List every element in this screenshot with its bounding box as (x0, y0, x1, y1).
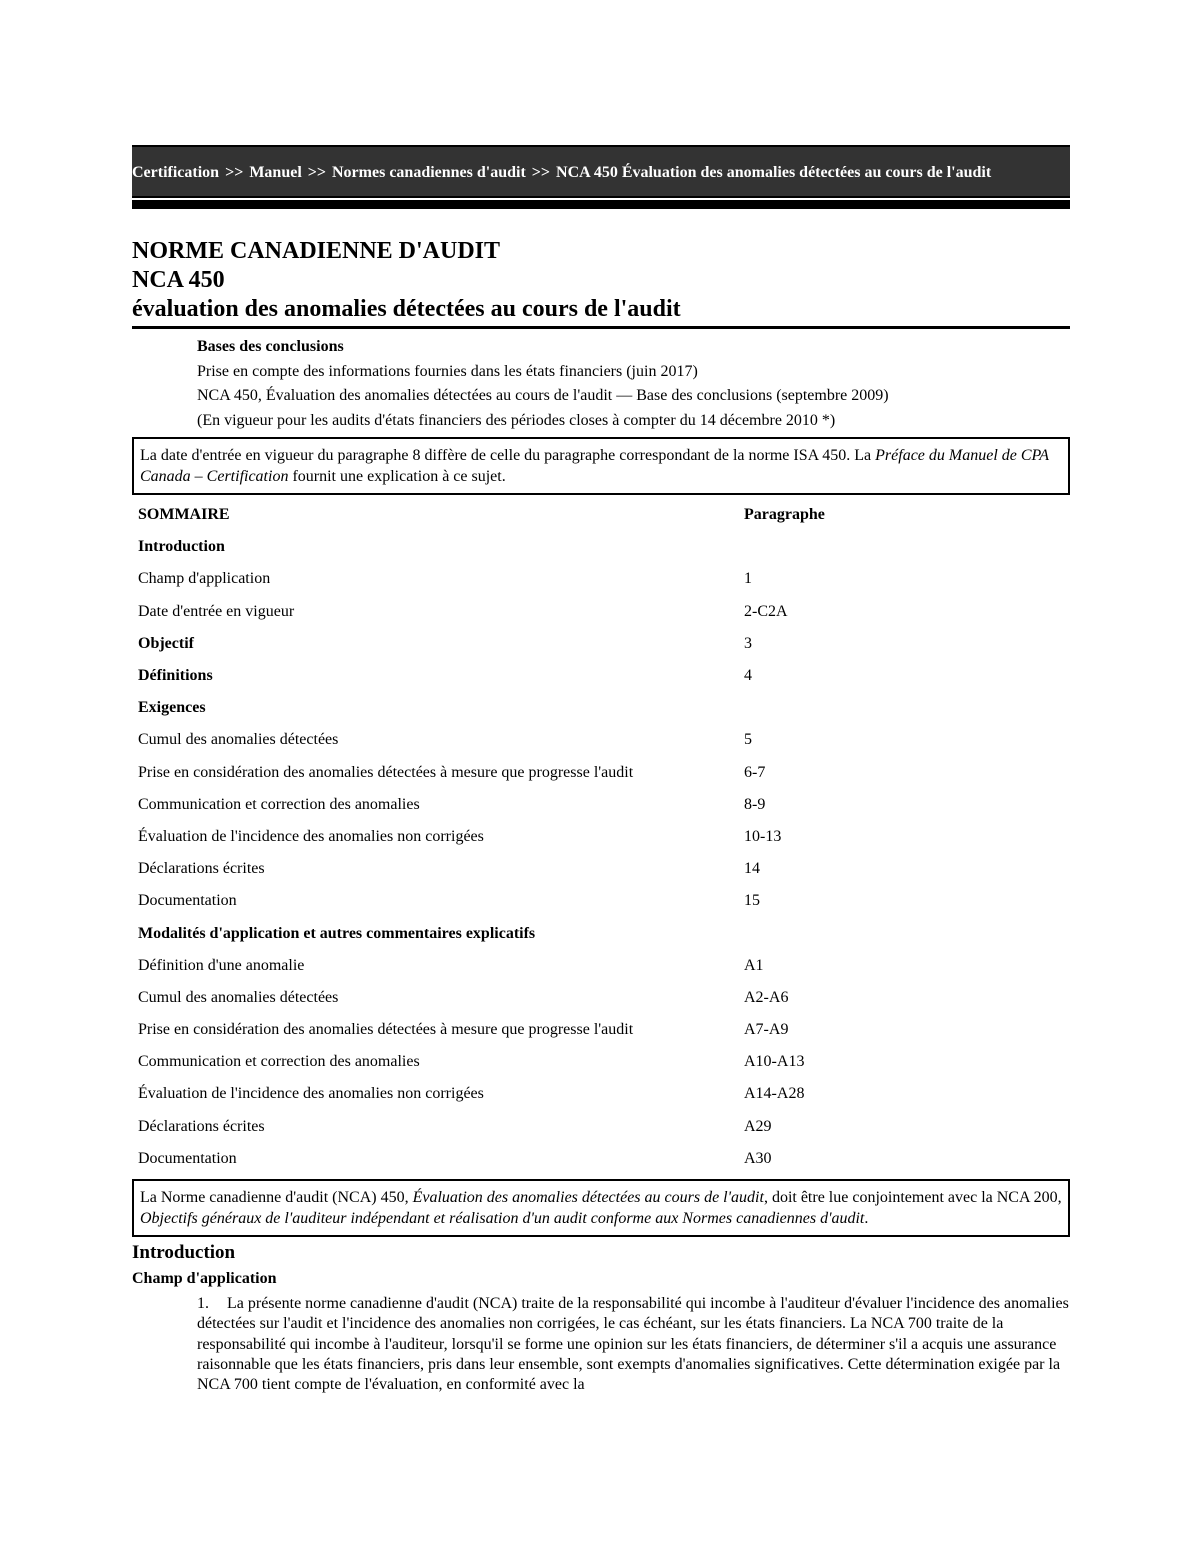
summary-paragraph-ref: A1 (744, 956, 764, 974)
table-row (132, 1046, 1070, 1078)
table-row (132, 692, 1070, 724)
breadcrumb-separator: >> (307, 164, 326, 181)
table-header-row (132, 499, 1070, 531)
breadcrumb-separator: >> (225, 164, 244, 181)
summary-paragraph-ref: A10-A13 (744, 1053, 805, 1071)
summary-label: Date d'entrée en vigueur (138, 602, 295, 620)
breadcrumb-item-current: NCA 450 Évaluation des anomalies détectées au cours de l'audit (556, 164, 992, 181)
bases-link-2[interactable]: NCA 450, Évaluation des anomalies détectées au cours de l'audit — Base des conclusions (septembre 2009) (197, 387, 889, 404)
breadcrumb-item-certification[interactable]: Certification (132, 164, 220, 181)
table-row (132, 982, 1070, 1014)
table-row (132, 821, 1070, 853)
summary-paragraph-ref: 14 (744, 860, 760, 878)
summary-paragraph-ref: A2-A6 (744, 988, 789, 1006)
paragraph-1 (132, 1294, 1070, 1395)
summary-label: Cumul des anomalies détectées (138, 731, 339, 749)
table-row (132, 757, 1070, 789)
note-text: fournit une explication à ce sujet. (288, 468, 506, 485)
summary-paragraph-ref: A30 (744, 1149, 772, 1167)
header-paragraphe: Paragraphe (744, 506, 825, 524)
table-row (132, 596, 1070, 628)
note-text: , doit être lue conjointement avec la NCA 200, (763, 1188, 1062, 1206)
summary-label: Prise en considération des anomalies détectées à mesure que progresse l'audit (138, 763, 634, 781)
header-sommaire: SOMMAIRE (138, 506, 230, 524)
summary-label: Déclarations écrites (138, 1117, 265, 1135)
breadcrumb-rule (132, 200, 1070, 209)
note-italic-ref: Préface du Manuel de CPA Canada – Certification (140, 447, 1049, 485)
summary-paragraph-ref: 6-7 (744, 763, 766, 781)
summary-label: Champ d'application (138, 570, 271, 588)
table-row (132, 724, 1070, 756)
summary-label: Exigences (138, 699, 206, 717)
summary-label: Définitions (138, 667, 213, 685)
table-row (132, 563, 1070, 595)
paragraph-number: 1. (197, 1294, 209, 1312)
summary-label: Communication et correction des anomalies (138, 1053, 420, 1071)
title-line-2: NCA 450 (132, 267, 225, 293)
summary-label: Cumul des anomalies détectées (138, 988, 339, 1006)
table-row (132, 789, 1070, 821)
summary-table (132, 499, 1070, 1175)
breadcrumb-item-normes[interactable]: Normes canadiennes d'audit (332, 164, 526, 181)
subsection-champ: Champ d'application (132, 1269, 277, 1287)
table-row (132, 885, 1070, 917)
summary-paragraph-ref (738, 692, 1070, 724)
summary-label: Modalités d'application et autres commentaires explicatifs (138, 924, 536, 942)
summary-label: Documentation (138, 892, 237, 910)
note-text: . (864, 1209, 869, 1227)
section-introduction: Introduction (132, 1241, 236, 1263)
breadcrumb (132, 145, 1070, 198)
summary-paragraph-ref: 1 (744, 570, 752, 588)
summary-label: Déclarations écrites (138, 860, 265, 878)
summary-label: Communication et correction des anomalies (138, 795, 420, 813)
bases-title: Bases des conclusions (197, 338, 344, 355)
note-text: La date d'entrée en vigueur du paragraphe 8 diffère de celle du paragraphe correspondant de la norme ISA 450. La (140, 447, 876, 464)
summary-paragraph-ref (738, 917, 1070, 949)
table-row (132, 853, 1070, 885)
summary-paragraph-ref: A7-A9 (744, 1021, 789, 1039)
title-line-3: évaluation des anomalies détectées au cours de l'audit (132, 296, 681, 322)
summary-paragraph-ref: 10-13 (744, 827, 782, 845)
summary-label: Introduction (138, 538, 225, 556)
table-row (132, 628, 1070, 660)
summary-paragraph-ref: 15 (744, 892, 760, 910)
table-row (132, 1111, 1070, 1143)
table-row (132, 1078, 1070, 1110)
table-row (132, 660, 1070, 692)
breadcrumb-separator: >> (531, 164, 551, 181)
title-line-1: NORME CANADIENNE D'AUDIT (132, 238, 501, 264)
effective-date-box (132, 437, 1070, 495)
summary-paragraph-ref (738, 531, 1070, 563)
summary-paragraph-ref: A29 (744, 1117, 772, 1135)
document-page (132, 145, 1070, 1395)
bases-des-conclusions (132, 335, 1070, 433)
summary-paragraph-ref: 8-9 (744, 795, 766, 813)
summary-label: Documentation (138, 1149, 237, 1167)
summary-label: Évaluation de l'incidence des anomalies non corrigées (138, 827, 484, 845)
summary-label: Évaluation de l'incidence des anomalies non corrigées (138, 1085, 484, 1103)
page-title (132, 237, 1070, 329)
paragraph-text: La présente norme canadienne d'audit (NCA) traite de la responsabilité qui incombe à l'auditeur d'évaluer l'incidence des anomalies détectées sur l'audit et l'incidence des anomalies non corrigées, le cas échéant, sur les états financiers. La NCA 700 traite de la responsabilité qui incombe à l'auditeur, lorsqu'il se forme une opinion sur les états financiers, de déterminer s'il a acquis une assurance raisonnable que les états financiers, pris dans leur ensemble, sont exempts d'anomalies significatives. Cette détermination exigée par la NCA 700 tient compte de l'évaluation, en conformité avec la (197, 1294, 1069, 1394)
summary-label: Définition d'une anomalie (138, 956, 305, 974)
summary-paragraph-ref: A14-A28 (744, 1085, 805, 1103)
table-row (132, 531, 1070, 563)
table-row (132, 1014, 1070, 1046)
note-italic-ref: Objectifs généraux de l'auditeur indépendant et réalisation d'un audit conforme aux Normes canadiennes d'audit (140, 1209, 865, 1227)
summary-paragraph-ref: 3 (744, 634, 752, 652)
table-row (132, 917, 1070, 949)
summary-paragraph-ref: 2-C2A (744, 602, 788, 620)
note-text: La Norme canadienne d'audit (NCA) 450, (140, 1188, 413, 1206)
bases-link-1[interactable]: Prise en compte des informations fournies dans les états financiers (juin 2017) (197, 362, 698, 380)
reading-note-box (132, 1179, 1070, 1237)
summary-label: Objectif (138, 634, 194, 652)
summary-paragraph-ref: 4 (744, 667, 752, 685)
breadcrumb-item-manuel[interactable]: Manuel (249, 164, 302, 181)
table-row (132, 950, 1070, 982)
summary-label: Prise en considération des anomalies détectées à mesure que progresse l'audit (138, 1021, 634, 1039)
table-row (132, 1143, 1070, 1175)
summary-paragraph-ref: 5 (744, 731, 752, 749)
note-italic-ref: Évaluation des anomalies détectées au cours de l'audit (412, 1188, 764, 1206)
effective-date-note: (En vigueur pour les audits d'états financiers des périodes closes à compter du 14 décembre 2010 *) (197, 411, 836, 429)
